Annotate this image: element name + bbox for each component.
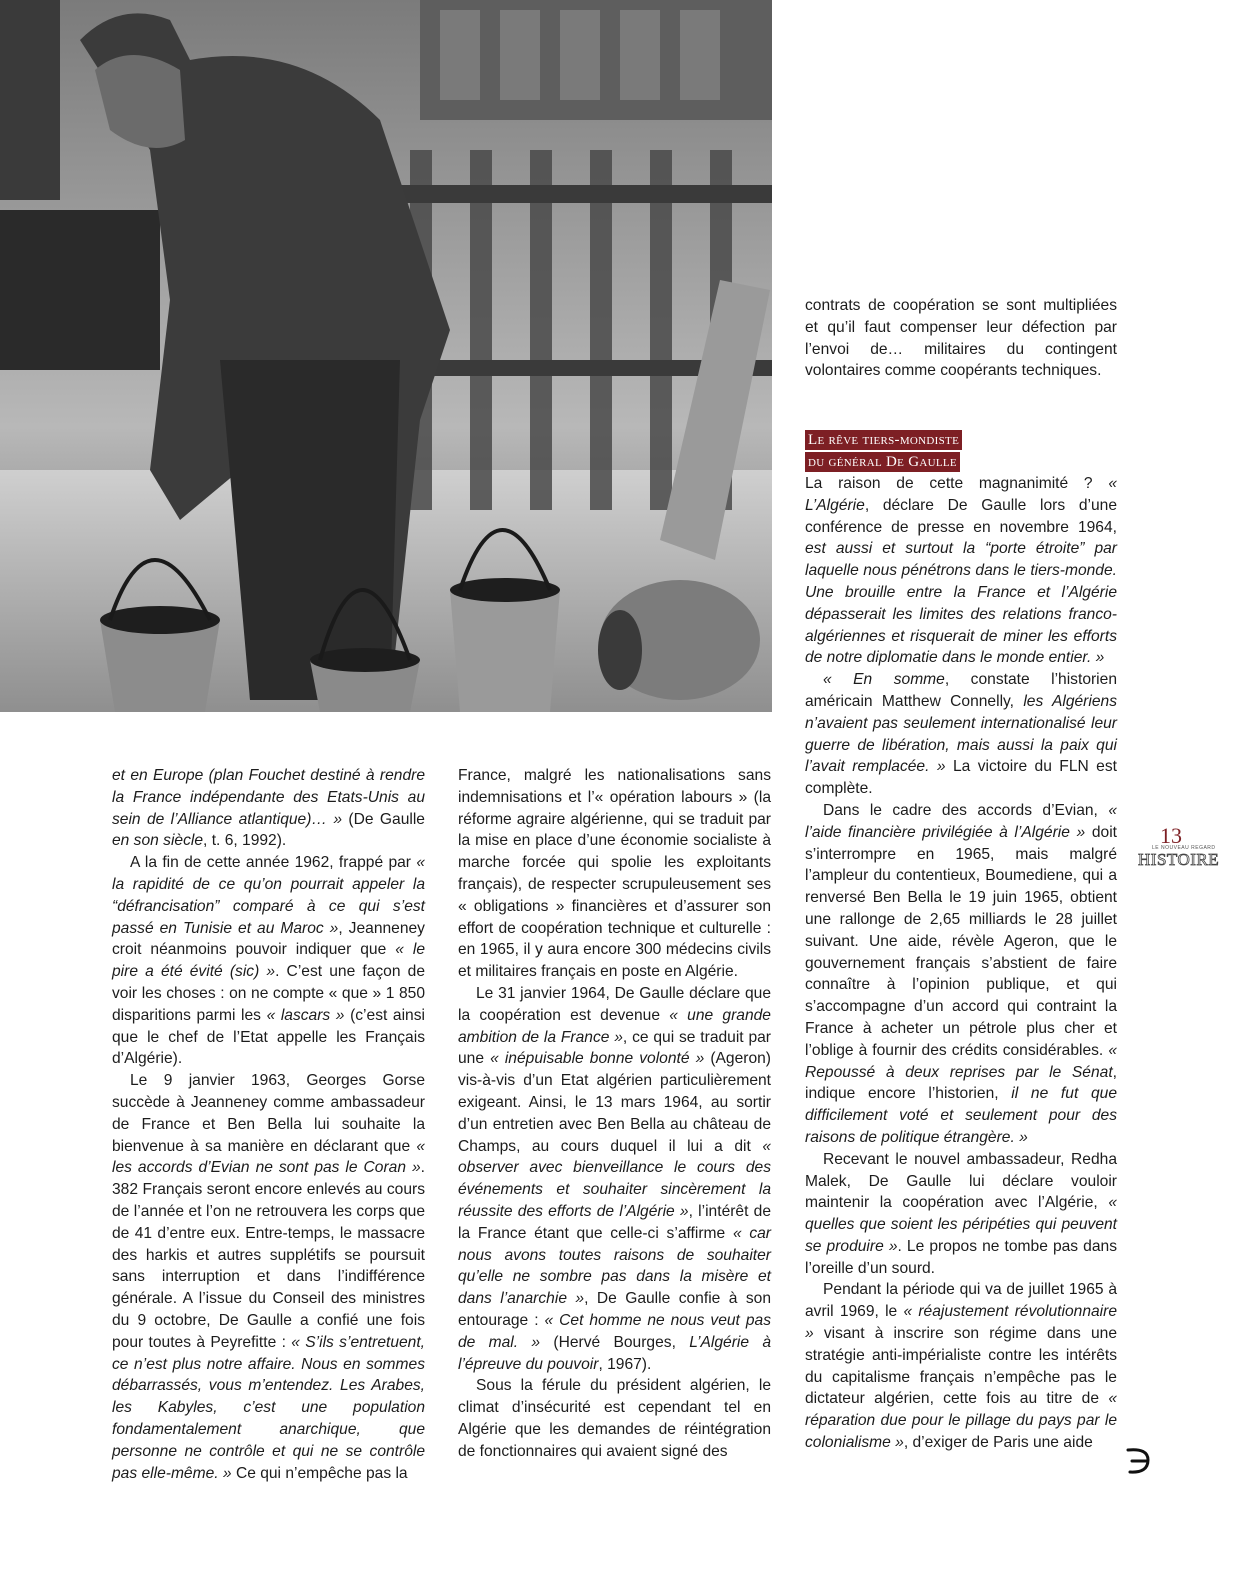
paragraph: Pendant la période qui va de juillet 1965 à avril 1969, le « réajustement révolutionnaire » visant à inscrire son régime dans une stratégie anti-impérialiste contre les intérêts du capitalisme français n’empêche pas le dictateur algérien, cette fois au titre de « réparation due pour le pillage du pays par le colonialisme », d’exiger de Paris une aide bbox=[805, 1281, 1117, 1452]
brand-logo: HISTOIRE bbox=[1138, 850, 1220, 869]
paragraph: Le 31 janvier 1964, De Gaulle déclare que la coopération est devenue « une grande ambition de la France », ce qui se traduit par une « inépuisable bonne volonté » (Ageron) vis-à-vis d’un Etat algérien particulièrement exigeant. Ainsi, le 13 mars 1964, au sortir d’un entretien avec Ben Bella au château de Champs, au cours duquel il lui a dit « observer avec bienveillance le cours des événements et souhaiter sincèrement la réussite des efforts de l’Algérie », l’intérêt de la France étant que celle-ci s’affirme « car nous avons toutes raisons de souhaiter qu’elle ne sombre pas dans la misère et dans l’anarchie », De Gaulle confie à son entourage : « Cet homme ne nous veut pas de mal. » (Hervé Bourges, L’Algérie à l’épreuve du pouvoir, 1967). bbox=[458, 984, 772, 1373]
archival-photo-worker-with-buckets bbox=[0, 0, 772, 712]
text-column-1 bbox=[112, 765, 425, 1484]
paragraph: Le 9 janvier 1963, Georges Gorse succède à Jeanneney comme ambassadeur de France et Ben Bella lui souhaite la bienvenue à sa manière en déclarant que « les accords d’Evian ne sont pas le Coran ». 382 Français seront encore enlevés au cours de l’année et l’on ne retrouvera les corps que de 41 d’entre eux. Entre-temps, le massacre des harkis et autres supplétifs se poursuit sans interruption et dans l’indifférence générale. A l’issue du Conseil des ministres du 9 octobre, De Gaulle a confié une fois pour toutes à Peyrefitte : « S’ils s’entretuent, ce n’est plus notre affaire. Nous en sommes débarrassés, vous m’entendez. Les Arabes, les Kabyles, c’est une population fondamentalement anarchique, que personne ne contrôle et qui ne se contrôle pas elle-même. » Ce qui n’empêche pas la bbox=[112, 1072, 426, 1482]
end-of-article-icon bbox=[1124, 1446, 1152, 1481]
text-column-3 bbox=[805, 473, 1117, 1454]
paragraph: et en Europe (plan Fouchet destiné à rendre la France indépendante des Etats-Unis au sein de l’Alliance atlantique)… » (De Gaulle en son siècle, t. 6, 1992). bbox=[112, 767, 425, 850]
text-column-2 bbox=[458, 765, 771, 1463]
section-heading-line-1: Le rêve tiers-mondiste bbox=[805, 430, 962, 450]
brand-tagline: LE NOUVEAU REGARD bbox=[1152, 845, 1216, 851]
section-heading-line-2: du général De Gaulle bbox=[805, 452, 960, 472]
paragraph: Recevant le nouvel ambassadeur, Redha Malek, De Gaulle lui déclare vouloir maintenir la coopération avec l’Algérie, « quelles que soient les péripéties qui peuvent se produire ». Le propos ne tombe pas dans l’oreille d’un sourd. bbox=[805, 1150, 1117, 1277]
article-photo bbox=[0, 0, 772, 712]
paragraph: La raison de cette magnanimité ? « L’Algérie, déclare De Gaulle lors d’une conférence de presse en novembre 1964, est aussi et surtout la “porte étroite” par laquelle nous pénétrons dans le tiers-monde. Une brouille entre la France et l’Algérie dépasserait les limites des relations franco-algériennes et risquerait de miner les efforts de notre diplomatie dans le monde entier. » bbox=[805, 475, 1117, 667]
section-heading bbox=[805, 430, 962, 474]
paragraph: Dans le cadre des accords d’Evian, « l’aide financière privilégiée à l’Algérie » doit s’interrompre en 1965, mais malgré l’ampleur du contentieux, Boumediene, qui a renversé Ben Bella le 19 juin 1965, obtient une rallonge de 2,65 milliards le 28 juillet suivant. Une aide, révèle Ageron, que le gouvernement français s’abstient de faire connaître à l’opinion publique, et qui s’accompagne d’un accord qui contraint la France à acheter un pétrole plus cher et l’oblige à fournir des crédits considérables. « Repoussé à deux reprises par le Sénat, indique encore l’historien, il ne fut que difficilement voté et seulement pour des raisons de politique étrangère. » bbox=[805, 801, 1117, 1146]
paragraph: France, malgré les nationalisations sans indemnisations et l’« opération labours » (la réforme agraire algérienne, qui se traduit par la mise en place d’une économie socialiste à marche forcée qui spolie les exploitants français), de respecter scrupuleusement ses « obligations » financières et d’assurer son effort de coopération technique et culturelle : en 1965, il y aura encore 300 médecins civils et militaires français en poste en Algérie. bbox=[458, 767, 771, 981]
paragraph: contrats de coopération se sont multipliées et qu’il faut compenser leur défection par l’envoi de… militaires du contingent volontaires comme coopérants techniques. bbox=[805, 297, 1117, 380]
paragraph: Sous la férule du président algérien, le climat d’insécurité est cependant tel en Algérie que les demandes de réintégration de fonctionnaires qui avaient signé des bbox=[458, 1377, 771, 1460]
page-number: 13 bbox=[1160, 823, 1182, 848]
text-column-3-top bbox=[805, 295, 1117, 382]
paragraph: « En somme, constate l’historien américain Matthew Connelly, les Algériens n’avaient pas seulement internationalisé leur guerre de libération, mais aussi la paix qui l’avait remplacée. » La victoire du FLN est complète. bbox=[805, 671, 1117, 798]
paragraph: A la fin de cette année 1962, frappé par « la rapidité de ce qu’on pourrait appeler la “défrancisation” comparé à ce qui s’est passé en Tunisie et au Maroc », Jeanneney croit néanmoins pouvoir indiquer que « le pire a été évité (sic) ». C’est une façon de voir les choses : on ne compte « que » 1 850 disparitions parmi les « lascars » (c’est ainsi que le chef de l’Etat appelle les Français d’Algérie). bbox=[112, 854, 426, 1068]
